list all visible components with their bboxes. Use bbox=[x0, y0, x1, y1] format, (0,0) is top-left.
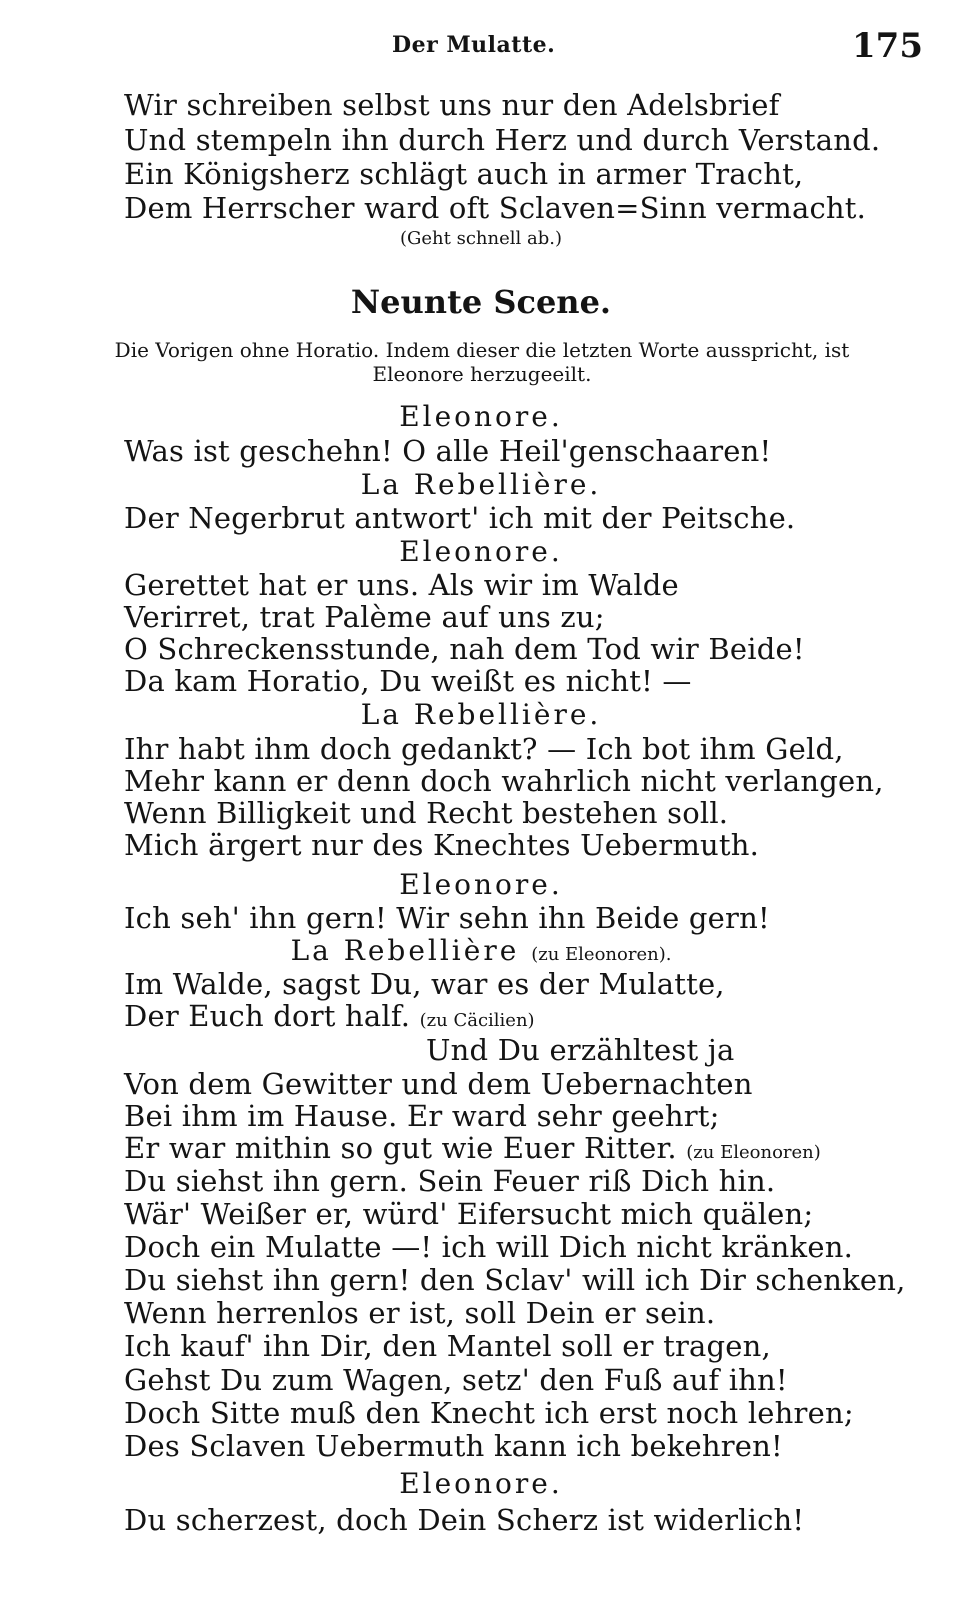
verse-line: Gerettet hat er uns. Als wir im Walde bbox=[124, 568, 679, 602]
verse-line: Du siehst ihn gern! den Sclav' will ich Dir schenken, bbox=[124, 1263, 906, 1297]
verse-line: Ich kauf' ihn Dir, den Mantel soll er tragen, bbox=[124, 1329, 771, 1363]
verse-line: Von dem Gewitter und dem Uebernachten bbox=[124, 1067, 753, 1101]
page-number: 175 bbox=[852, 26, 923, 66]
verse-line: Ich seh' ihn gern! Wir sehn ihn Beide gern! bbox=[124, 901, 770, 935]
verse-line: Was ist geschehn! O alle Heil'genschaaren! bbox=[124, 434, 772, 468]
speaker-name: La Rebellière bbox=[290, 934, 520, 967]
stage-direction: (zu Eleonoren). bbox=[531, 944, 672, 965]
stage-direction: (zu Eleonoren) bbox=[686, 1142, 821, 1163]
verse-line: O Schreckensstunde, nah dem Tod wir Beide! bbox=[124, 632, 805, 666]
verse-line: Und stempeln ihn durch Herz und durch Verstand. bbox=[124, 123, 881, 157]
verse-line: Doch ein Mulatte —! ich will Dich nicht kränken. bbox=[124, 1230, 853, 1264]
verse-line: Ihr habt ihm doch gedankt? — Ich bot ihm Geld, bbox=[124, 732, 844, 766]
verse-line: Du scherzest, doch Dein Scherz ist widerlich! bbox=[124, 1503, 805, 1537]
speaker-name: Eleonore. bbox=[399, 868, 563, 901]
verse-line: Mich ärgert nur des Knechtes Uebermuth. bbox=[124, 828, 760, 862]
verse-line: Gehst Du zum Wagen, setz' den Fuß auf ihn! bbox=[124, 1363, 788, 1397]
speaker-heading bbox=[0, 935, 962, 971]
speaker-name: Eleonore. bbox=[399, 400, 563, 433]
speaker-name: La Rebellière. bbox=[360, 698, 602, 731]
speaker-name: Eleonore. bbox=[399, 1467, 563, 1500]
verse-line: Da kam Horatio, Du weißt es nicht! — bbox=[124, 664, 692, 698]
verse-line: Im Walde, sagst Du, war es der Mulatte, bbox=[124, 967, 725, 1001]
verse-line bbox=[124, 1000, 535, 1037]
verse-line: Wär' Weißer er, würd' Eifersucht mich quälen; bbox=[124, 1197, 814, 1231]
scene-description: Eleonore herzugeeilt. bbox=[372, 362, 592, 386]
verse-line: Ein Königsherz schlägt auch in armer Tracht, bbox=[124, 157, 804, 191]
stage-direction: (zu Cäcilien) bbox=[419, 1010, 535, 1031]
verse-line: Du siehst ihn gern. Sein Feuer riß Dich hin. bbox=[124, 1164, 776, 1198]
verse-line: Des Sclaven Uebermuth kann ich bekehren! bbox=[124, 1429, 783, 1463]
verse-line: Doch Sitte muß den Knecht ich erst noch lehren; bbox=[124, 1396, 854, 1430]
verse-line: Dem Herrscher ward oft Sclaven=Sinn vermacht. bbox=[124, 191, 867, 225]
verse-line: Mehr kann er denn doch wahrlich nicht verlangen, bbox=[124, 764, 884, 798]
running-title: Der Mulatte. bbox=[392, 32, 556, 58]
speaker-name: Eleonore. bbox=[399, 535, 563, 568]
verse-line: Verirret, trat Palème auf uns zu; bbox=[124, 600, 605, 634]
speaker-name: La Rebellière. bbox=[360, 468, 602, 501]
verse-line: Und Du erzähltest ja bbox=[426, 1033, 735, 1067]
page-header bbox=[0, 26, 962, 70]
scene-description: Die Vorigen ohne Horatio. Indem dieser die letzten Worte ausspricht, ist bbox=[114, 338, 850, 362]
verse-line: Bei ihm im Hause. Er ward sehr geehrt; bbox=[124, 1099, 720, 1133]
verse-line: Wenn herrenlos er ist, soll Dein er sein. bbox=[124, 1296, 716, 1330]
scene-title: Neunte Scene. bbox=[350, 283, 612, 321]
stage-direction: (Geht schnell ab.) bbox=[400, 228, 562, 249]
verse-line: Wir schreiben selbst uns nur den Adelsbrief bbox=[124, 88, 780, 122]
verse-line: Der Negerbrut antwort' ich mit der Peitsche. bbox=[124, 501, 796, 535]
verse-text: Er war mithin so gut wie Euer Ritter. bbox=[124, 1131, 677, 1165]
verse-text: Der Euch dort half. bbox=[124, 999, 411, 1033]
verse-line: Wenn Billigkeit und Recht bestehen soll. bbox=[124, 796, 729, 830]
